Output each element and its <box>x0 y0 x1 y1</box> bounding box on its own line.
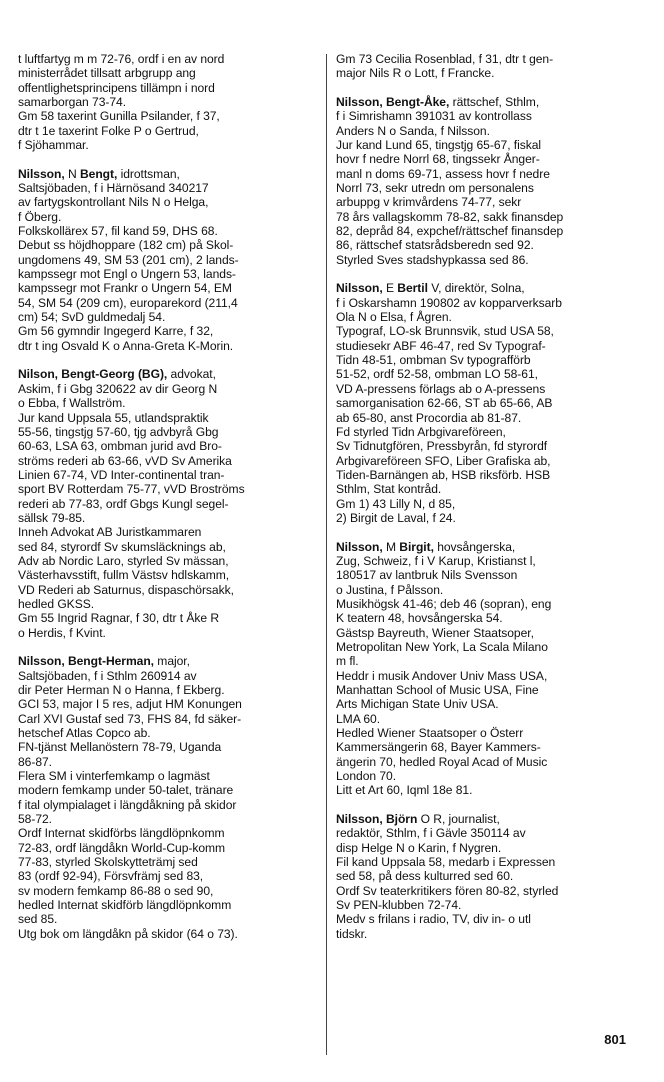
left-column <box>18 52 318 955</box>
entry-text-line: 82, depråd 84, expchef/rättschef finansdep <box>336 224 564 239</box>
entry-text-line: kampssegr mot Engl o Ungern 53, lands- <box>18 267 236 282</box>
entry-text-line: samarborgan 73-74. <box>18 95 127 110</box>
biography-entry <box>336 95 632 267</box>
page-number: 801 <box>604 1032 626 1047</box>
entry-text-line: Norrl 73, sekr utredn om personalens <box>336 181 534 196</box>
biography-entry <box>18 654 318 941</box>
entry-text-line: Debut ss höjdhoppare (182 cm) på Skol- <box>18 238 234 253</box>
entry-text-line: London 70. <box>336 769 397 784</box>
biography-entry <box>18 367 318 640</box>
entry-text-line: ängerin 70, hedled Royal Acad of Music <box>336 754 548 769</box>
entry-text-line: Musikhögsk 41-46; deb 46 (sopran), eng <box>336 596 552 611</box>
directory-page <box>18 52 632 1072</box>
entry-text-line: studiesekr ABF 46-47, red Sv Typograf- <box>336 338 546 353</box>
entry-text-line: disp Helge N o Karin, f Nygren. <box>336 840 502 855</box>
entry-text-line: Inneh Advokat AB Juristkammaren <box>18 525 202 540</box>
entry-text-line: 77-83, styrled Skolskytteträmj sed <box>18 855 198 870</box>
entry-text-line: Tidn 48-51, ombman Sv typografförb <box>336 353 531 368</box>
entry-text-line: Linien 67-74, VD Inter-continental tran- <box>18 467 225 482</box>
entry-text-line: 83 (ordf 92-94), Försvfrämj sed 83, <box>18 869 204 884</box>
entry-text-line: 51-52, ordf 52-58, ombman LO 58-61, <box>336 367 538 382</box>
entry-text-line: Gm 73 Cecilia Rosenblad, f 31, dtr t gen- <box>336 52 554 66</box>
entry-text-line: sv modern femkamp 86-88 o sed 90, <box>18 883 214 898</box>
entry-text-line: sed 84, styrordf Sv skumsläcknings ab, <box>18 539 226 554</box>
entry-text-line: Fil kand Uppsala 58, medarb i Expressen <box>336 855 556 870</box>
entry-text-line: Arts Michigan State Univ USA. <box>336 697 499 712</box>
entry-given-name: Bertil <box>397 281 428 296</box>
entry-surname: Nilsson, <box>18 166 65 181</box>
entry-text-line: 86, rättschef statsrådsberedn sed 92. <box>336 238 534 253</box>
entry-text-line: Metropolitan New York, La Scala Milano <box>336 639 548 654</box>
entry-title: idrottsman, <box>117 166 180 181</box>
entry-text-line: sed 85. <box>18 912 58 927</box>
biography-entry <box>336 540 632 798</box>
entry-text-line: Saltsjöbaden, f i Härnösand 340217 <box>18 181 209 196</box>
entry-text-line: f i Simrishamn 391031 av kontrollass <box>336 109 532 124</box>
entry-text-line: av fartygskontrollant Nils N o Helga, <box>18 195 209 210</box>
biography-entry <box>336 52 632 81</box>
entry-heading-line <box>18 654 318 668</box>
entry-text-line: rederi ab 77-83, ordf Gbgs Kungl segel- <box>18 496 229 511</box>
entry-text-line: major Nils R o Lott, f Francke. <box>336 66 495 81</box>
entry-title: V, direktör, Solna, <box>427 281 525 296</box>
entry-text-line: o Herdis, f Kvint. <box>18 625 106 640</box>
entry-surname: Nilsson, Bengt-Åke, <box>336 94 450 109</box>
entry-text-line: Sv Tidnutgfören, Pressbyrån, fd styrordf <box>336 439 548 454</box>
biography-entry <box>336 281 632 525</box>
entry-text-line: redaktör, Sthlm, f i Gävle 350114 av <box>336 826 526 841</box>
entry-text-line: 72-83, ordf längdåkn World-Cup-komm <box>18 840 226 855</box>
entry-initial: M <box>382 539 400 554</box>
entry-title: rättschef, Sthlm, <box>449 94 540 109</box>
entry-text-line: ungdomens 49, SM 53 (201 cm), 2 lands- <box>18 252 239 267</box>
entry-text-line: Gm 56 gymndir Ingegerd Karre, f 32, <box>18 324 214 339</box>
entry-text-line: dir Peter Herman N o Hanna, f Ekberg. <box>18 682 225 697</box>
entry-text-line: 58-72. <box>18 812 52 827</box>
entry-text-line: Kammersängerin 68, Bayer Kammers- <box>336 740 541 755</box>
entry-text-line: Flera SM i vinterfemkamp o lagmäst <box>18 769 210 784</box>
entry-text-line: hedled Internat skidförb längdlöpnkomm <box>18 898 232 913</box>
right-column <box>336 52 632 955</box>
entry-heading-line <box>336 540 632 554</box>
entry-heading-line <box>18 167 318 181</box>
entry-text-line: offentlighetsprincipens tillämpn i nord <box>18 80 215 95</box>
entry-text-line: f ital olympialaget i längdåkning på skidor <box>18 797 237 812</box>
entry-text-line: hedled GKSS. <box>18 596 95 611</box>
entry-text-line: Medv s frilans i radio, TV, div in- o utl <box>336 912 531 927</box>
entry-text-line: 180517 av lantbruk Nils Svensson <box>336 568 518 583</box>
entry-text-line: sällsk 79-85. <box>18 510 86 525</box>
column-divider <box>326 54 327 1055</box>
entry-surname: Nilsson, <box>336 539 383 554</box>
entry-text-line: Tiden-Barnängen ab, HSB riksförb. HSB <box>336 467 551 482</box>
entry-text-line: Heddr i musik Andover Univ Mass USA, <box>336 668 548 683</box>
entry-text-line: K teatern 48, hovsångerska 54. <box>336 611 503 626</box>
entry-text-line: manl n doms 69-71, assess hovr f nedre <box>336 166 550 181</box>
entry-title: advokat, <box>167 367 216 382</box>
entry-text-line: ministerrådet tillsatt arbgrupp ang <box>18 66 196 81</box>
entry-text-line: 60-63, LSA 63, ombman jurid avd Bro- <box>18 439 222 454</box>
entry-text-line: sport BV Rotterdam 75-77, vVD Broströms <box>18 482 245 497</box>
entry-initial: N <box>64 166 80 181</box>
entry-text-line: 55-56, tingstjg 57-60, tjg advbyrå Gbg <box>18 424 219 439</box>
entry-text-line: Gm 1) 43 Lilly N, d 85, <box>336 496 456 511</box>
biography-entry <box>18 52 318 152</box>
entry-text-line: Jur kand Lund 65, tingstjg 65-67, fiskal <box>336 138 542 153</box>
entry-text-line: Saltsjöbaden, f i Sthlm 260914 av <box>18 668 197 683</box>
entry-text-line: Litt et Art 60, Iqml 18e 81. <box>336 783 473 798</box>
entry-text-line: 78 års vallagskomm 78-82, sakk finansdep <box>336 209 564 224</box>
entry-text-line: Sv PEN-klubben 72-74. <box>336 898 462 913</box>
biography-entry <box>18 167 318 353</box>
entry-text-line: modern femkamp under 50-talet, tränare <box>18 783 234 798</box>
entry-text-line: FN-tjänst Mellanöstern 78-79, Uganda <box>18 740 222 755</box>
entry-initial: E <box>382 281 398 296</box>
entry-text-line: o Justina, f Pålsson. <box>336 582 444 597</box>
entry-text-line: f Öberg. <box>18 209 62 224</box>
entry-surname: Nilson, Bengt-Georg (BG), <box>18 367 168 382</box>
entry-text-line: Utg bok om längdåkn på skidor (64 o 73). <box>18 926 238 941</box>
entry-text-line: Fd styrled Tidn Arbgivareföreen, <box>336 424 506 439</box>
entry-text-line: Typograf, LO-sk Brunnsvik, stud USA 58, <box>336 324 554 339</box>
entry-text-line: Folkskollärex 57, fil kand 59, DHS 68. <box>18 224 218 239</box>
entry-heading-line <box>336 281 632 295</box>
entry-text-line: arbuppg v krimvårdens 74-77, sekr <box>336 195 522 210</box>
entry-text-line: ab 65-80, anst Procordia ab 81-87. <box>336 410 522 425</box>
entry-text-line: hetschef Atlas Copco ab. <box>18 726 151 741</box>
entry-text-line: Styrled Sves stadshypkassa sed 86. <box>336 252 529 267</box>
entry-heading-line <box>18 367 318 381</box>
entry-title: O R, journalist, <box>417 812 500 827</box>
entry-text-line: 86-87. <box>18 754 52 769</box>
entry-given-name: Bengt, <box>79 166 118 181</box>
entry-text-line: sed 58, på dess kulturred sed 60. <box>336 869 514 884</box>
entry-text-line: Adv ab Nordic Laro, styrled Sv mässan, <box>18 553 229 568</box>
entry-text-line: GCI 53, major I 5 res, adjut HM Konungen <box>18 697 242 712</box>
entry-text-line: tidskr. <box>336 926 368 941</box>
entry-text-line: Anders N o Sanda, f Nilsson. <box>336 123 490 138</box>
entry-text-line: kampssegr mot Frankr o Ungern 54, EM <box>18 281 232 296</box>
entry-text-line: Ordf Sv teaterkritikers fören 80-82, styrled <box>336 883 559 898</box>
entry-text-line: hovr f nedre Norrl 68, tingssekr Ånger- <box>336 152 540 167</box>
entry-text-line: samorganisation 62-66, ST ab 65-66, AB <box>336 396 553 411</box>
entry-surname: Nilsson, Björn <box>336 812 418 827</box>
entry-surname: Nilsson, <box>336 281 383 296</box>
entry-text-line: dtr t 1e taxerint Folke P o Gertrud, <box>18 123 199 138</box>
entry-text-line: cm) 54; SvD guldmedalj 54. <box>18 310 166 325</box>
entry-text-line: 54, SM 54 (209 cm), europarekord (211,4 <box>18 295 238 310</box>
entry-text-line: Carl XVI Gustaf sed 73, FHS 84, fd säker- <box>18 711 242 726</box>
entry-text-line: Gästsp Bayreuth, Wiener Staatsoper, <box>336 625 534 640</box>
entry-text-line: VD A-pressens förlags ab o A-pressens <box>336 381 546 396</box>
biography-entry <box>336 812 632 941</box>
entry-text-line: Västerhavsstift, fullm Västsv hdlskamm, <box>18 568 230 583</box>
entry-text-line: ströms rederi ab 63-66, vVD Sv Amerika <box>18 453 232 468</box>
entry-text-line: Sthlm, Stat kontråd. <box>336 482 442 497</box>
entry-text-line: o Ebba, f Wallström. <box>18 396 126 411</box>
entry-text-line: m fl. <box>336 654 359 669</box>
entry-text-line: Ola N o Elsa, f Ågren. <box>336 310 452 325</box>
entry-text-line: dtr t ing Osvald K o Anna-Greta K-Morin. <box>18 338 234 353</box>
entry-text-line: t luftfartyg m m 72-76, ordf i en av nord <box>18 52 225 66</box>
entry-heading-line <box>336 95 632 109</box>
entry-text-line: Arbgivareföreen SFO, Liber Grafiska ab, <box>336 453 551 468</box>
entry-text-line: f Sjöhammar. <box>18 138 89 153</box>
entry-surname: Nilsson, Bengt-Herman, <box>18 654 154 669</box>
entry-text-line: VD Rederi ab Saturnus, dispaschörsakk, <box>18 582 234 597</box>
entry-text-line: Ordf Internat skidförbs längdlöpnkomm <box>18 826 225 841</box>
entry-text-line: Askim, f i Gbg 320622 av dir Georg N <box>18 381 218 396</box>
entry-heading-line <box>336 812 632 826</box>
entry-title: hovsångerska, <box>433 539 516 554</box>
entry-given-name: Birgit, <box>399 539 434 554</box>
entry-text-line: Zug, Schweiz, f i V Karup, Kristianst l, <box>336 553 536 568</box>
entry-text-line: Hedled Wiener Staatsoper o Österr <box>336 726 524 741</box>
entry-text-line: 2) Birgit de Laval, f 24. <box>336 510 456 525</box>
entry-text-line: Manhattan School of Music USA, Fine <box>336 682 539 697</box>
entry-text-line: LMA 60. <box>336 711 381 726</box>
entry-text-line: Gm 58 taxerint Gunilla Psilander, f 37, <box>18 109 220 124</box>
entry-text-line: Gm 55 Ingrid Ragnar, f 30, dtr t Åke R <box>18 611 220 626</box>
entry-title: major, <box>153 654 190 669</box>
entry-text-line: Jur kand Uppsala 55, utlandspraktik <box>18 410 209 425</box>
entry-text-line: f i Oskarshamn 190802 av kopparverksarb <box>336 295 562 310</box>
